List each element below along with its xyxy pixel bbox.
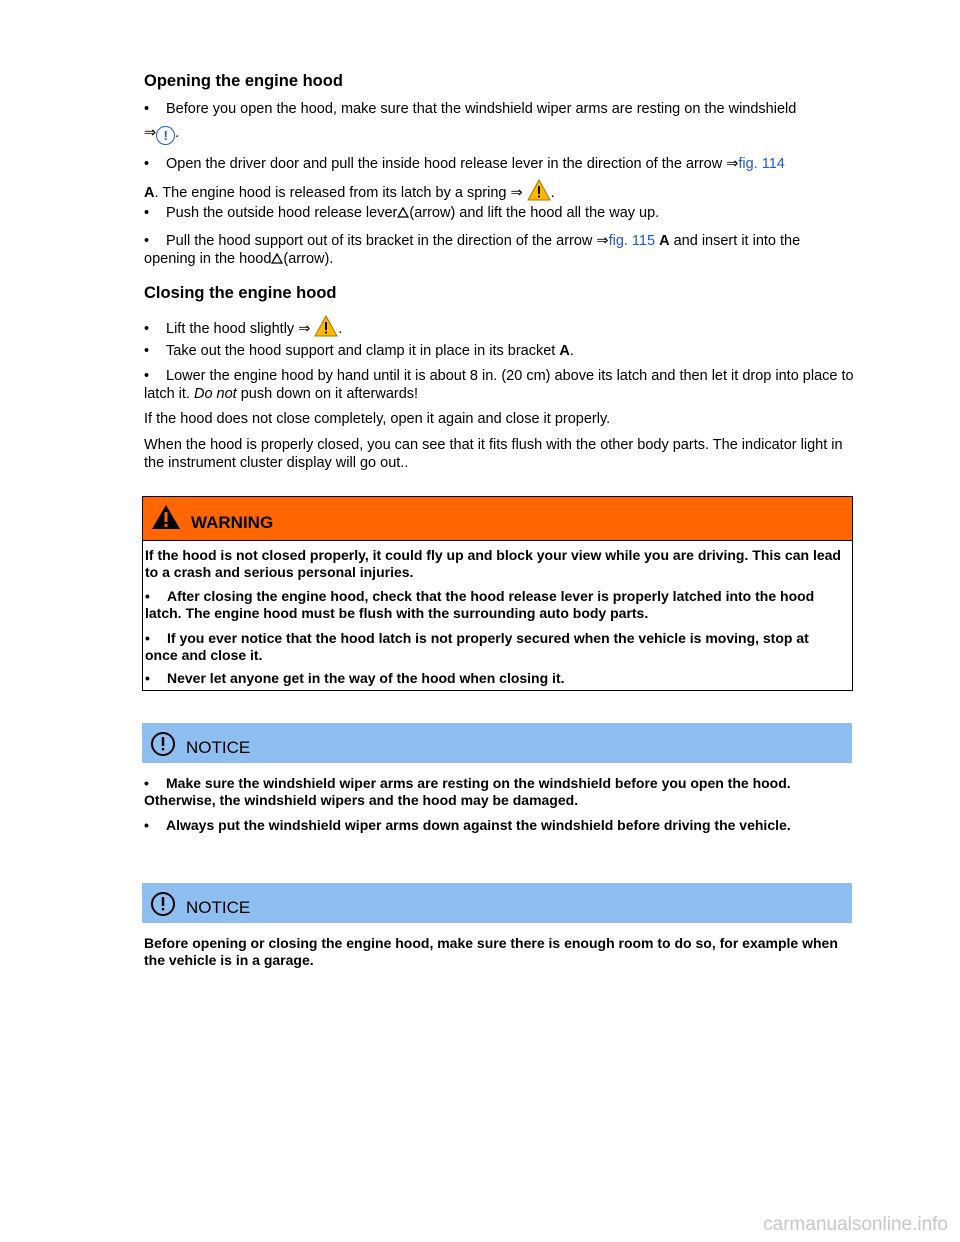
site-watermark: carmanualsonline.info — [763, 1214, 948, 1235]
warning-title: WARNING — [191, 513, 274, 532]
open-bullet-1: • Before you open the hood, make sure that the windshield wiper arms are resting on the windshield ⇒ ! . — [144, 101, 797, 143]
close-bullet-1: • Lift the hood slightly ⇒ . — [144, 315, 854, 338]
warning-icon — [527, 179, 551, 201]
opening-heading: Opening the engine hood — [144, 72, 343, 90]
warning-icon — [314, 315, 338, 337]
notice-text: Before opening or closing the engine hood, make sure there is enough room to do so, for example when the vehicle is in a garage. — [144, 935, 838, 968]
notice-icon: ! — [156, 126, 175, 145]
warning-item: • If you ever notice that the hood latch is not properly secured when the vehicle is moving, stop at once and close it. — [145, 630, 809, 663]
close-paragraph-2: When the hood is properly closed, you can see that it fits flush with the other body parts. The indicator light in the instrument cluster display will go out.. — [144, 437, 843, 471]
warning-intro: If the hood is not closed properly, it could fly up and block your view while you are driving. This can lead to a crash and serious personal injuries. — [145, 547, 841, 580]
close-bullet-3: • Lower the engine hood by hand until it is about 8 in. (20 cm) above its latch and then let it drop into place to latch it. Do not push down on it afterwards! — [144, 368, 854, 402]
close-bullet-2: • Take out the hood support and clamp it in place in its bracket A. — [144, 343, 574, 359]
open-bullet-2: • Open the driver door and pull the inside hood release lever in the direction of the arrow ⇒fig. 114 A. The engine hood is released from its latch by a spring ⇒ . — [144, 156, 785, 201]
open-bullet-4: • Pull the hood support out of its bracket in the direction of the arrow ⇒fig. 115 A and insert it into the opening in the hood (arrow). — [144, 233, 801, 267]
notice-icon — [150, 891, 176, 917]
warning-header — [143, 497, 852, 541]
warning-item: • After closing the engine hood, check that the hood release lever is properly latched into the hood latch. The engine hood must be flush with the surrounding auto body parts. — [145, 588, 815, 621]
warning-box — [142, 496, 853, 691]
fig-114-link[interactable]: fig. 114 — [738, 156, 785, 172]
fig-115-link[interactable]: fig. 115 — [608, 233, 656, 249]
notice-item: • Always put the windshield wiper arms down against the windshield before driving the vehicle. — [144, 817, 791, 833]
closing-heading: Closing the engine hood — [144, 284, 337, 302]
warning-item: • Never let anyone get in the way of the hood when closing it. — [145, 670, 565, 686]
notice-header-1 — [142, 723, 852, 763]
close-paragraph-1: If the hood does not close completely, open it again and close it properly. — [144, 411, 611, 427]
open-bullet-3: • Push the outside hood release lever (arrow) and lift the hood all the way up. — [144, 205, 660, 221]
bullet: • — [144, 101, 150, 117]
notice-icon — [150, 731, 176, 757]
notice-item: • Make sure the windshield wiper arms are resting on the windshield before you open the hood. Otherwise, the windshield wipers and the hood may be damaged. — [144, 775, 791, 808]
warning-icon — [151, 503, 181, 531]
notice-header-2 — [142, 883, 852, 923]
notice-title: NOTICE — [186, 738, 251, 757]
arrow-triangle-icon — [397, 207, 409, 218]
notice-title: NOTICE — [186, 898, 251, 917]
arrow-triangle-icon — [271, 253, 283, 264]
